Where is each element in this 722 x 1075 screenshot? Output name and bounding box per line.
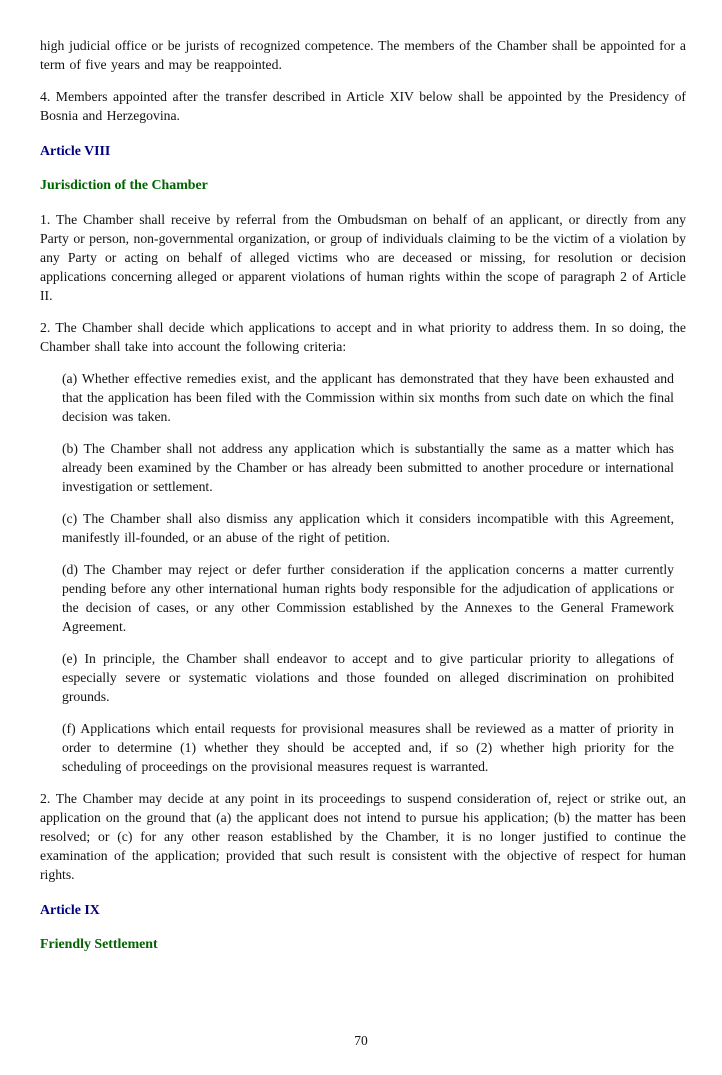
article-heading: Article VIII <box>40 144 111 159</box>
body-paragraph: 1. The Chamber shall receive by referral from the Ombudsman on behalf of an applicant, or directly from any Party or person, non-governmental organization, or group of individuals claiming to be the victim of a violation by any Party or acting on behalf of alleged victims who are deceased or missing, for resolution or decision applications concerning alleged or apparent violations of human rights within the scope of paragraph 2 of Article II. <box>40 212 686 303</box>
body-paragraph: 2. The Chamber shall decide which applications to accept and in what priority to address them. In so doing, the Chamber shall take into account the following criteria: <box>40 320 686 354</box>
body-paragraph-indented: (f) Applications which entail requests for provisional measures shall be reviewed as a matter of priority in order to determine (1) whether they should be accepted and, if so (2) whether high priority for the scheduling of proceedings on the provisional measures request is warranted. <box>62 721 674 774</box>
body-paragraph-indented: (a) Whether effective remedies exist, and the applicant has demonstrated that they have been exhausted and that the application has been filed with the Commission within six months from such date on which the final decision was taken. <box>62 371 674 424</box>
body-paragraph-indented: (b) The Chamber shall not address any application which is substantially the same as a matter which has already been examined by the Chamber or has already been submitted to another procedure or international investigation or settlement. <box>62 441 674 494</box>
section-heading: Friendly Settlement <box>40 937 158 952</box>
section-heading: Jurisdiction of the Chamber <box>40 178 208 193</box>
body-paragraph-indented: (c) The Chamber shall also dismiss any application which it considers incompatible with this Agreement, manifestly ill-founded, or an abuse of the right of petition. <box>62 511 674 545</box>
body-paragraph-indented: (d) The Chamber may reject or defer further consideration if the application concerns a matter currently pending before any other international human rights body responsible for the adjudication of applications or the decision of cases, or any other Commission established by the Annexes to the General Framework Agreement. <box>62 562 674 634</box>
body-paragraph: 4. Members appointed after the transfer described in Article XIV below shall be appointed by the Presidency of Bosnia and Herzegovina. <box>40 89 686 123</box>
article-heading: Article IX <box>40 903 100 918</box>
document-body <box>40 36 686 969</box>
body-paragraph-indented: (e) In principle, the Chamber shall endeavor to accept and to give particular priority to allegations of especially severe or systematic violations and those founded on alleged discrimination on prohibited grounds. <box>62 651 674 704</box>
body-paragraph: 2. The Chamber may decide at any point in its proceedings to suspend consideration of, reject or strike out, an application on the ground that (a) the applicant does not intend to pursue his application; (b) the matter has been resolved; or (c) for any other reason established by the Chamber, it is no longer justified to continue the examination of the application; provided that such result is consistent with the objective of respect for human rights. <box>40 791 686 882</box>
body-paragraph: high judicial office or be jurists of recognized competence. The members of the Chamber shall be appointed for a term of five years and may be reappointed. <box>40 38 686 72</box>
page-number: 70 <box>354 1033 368 1048</box>
